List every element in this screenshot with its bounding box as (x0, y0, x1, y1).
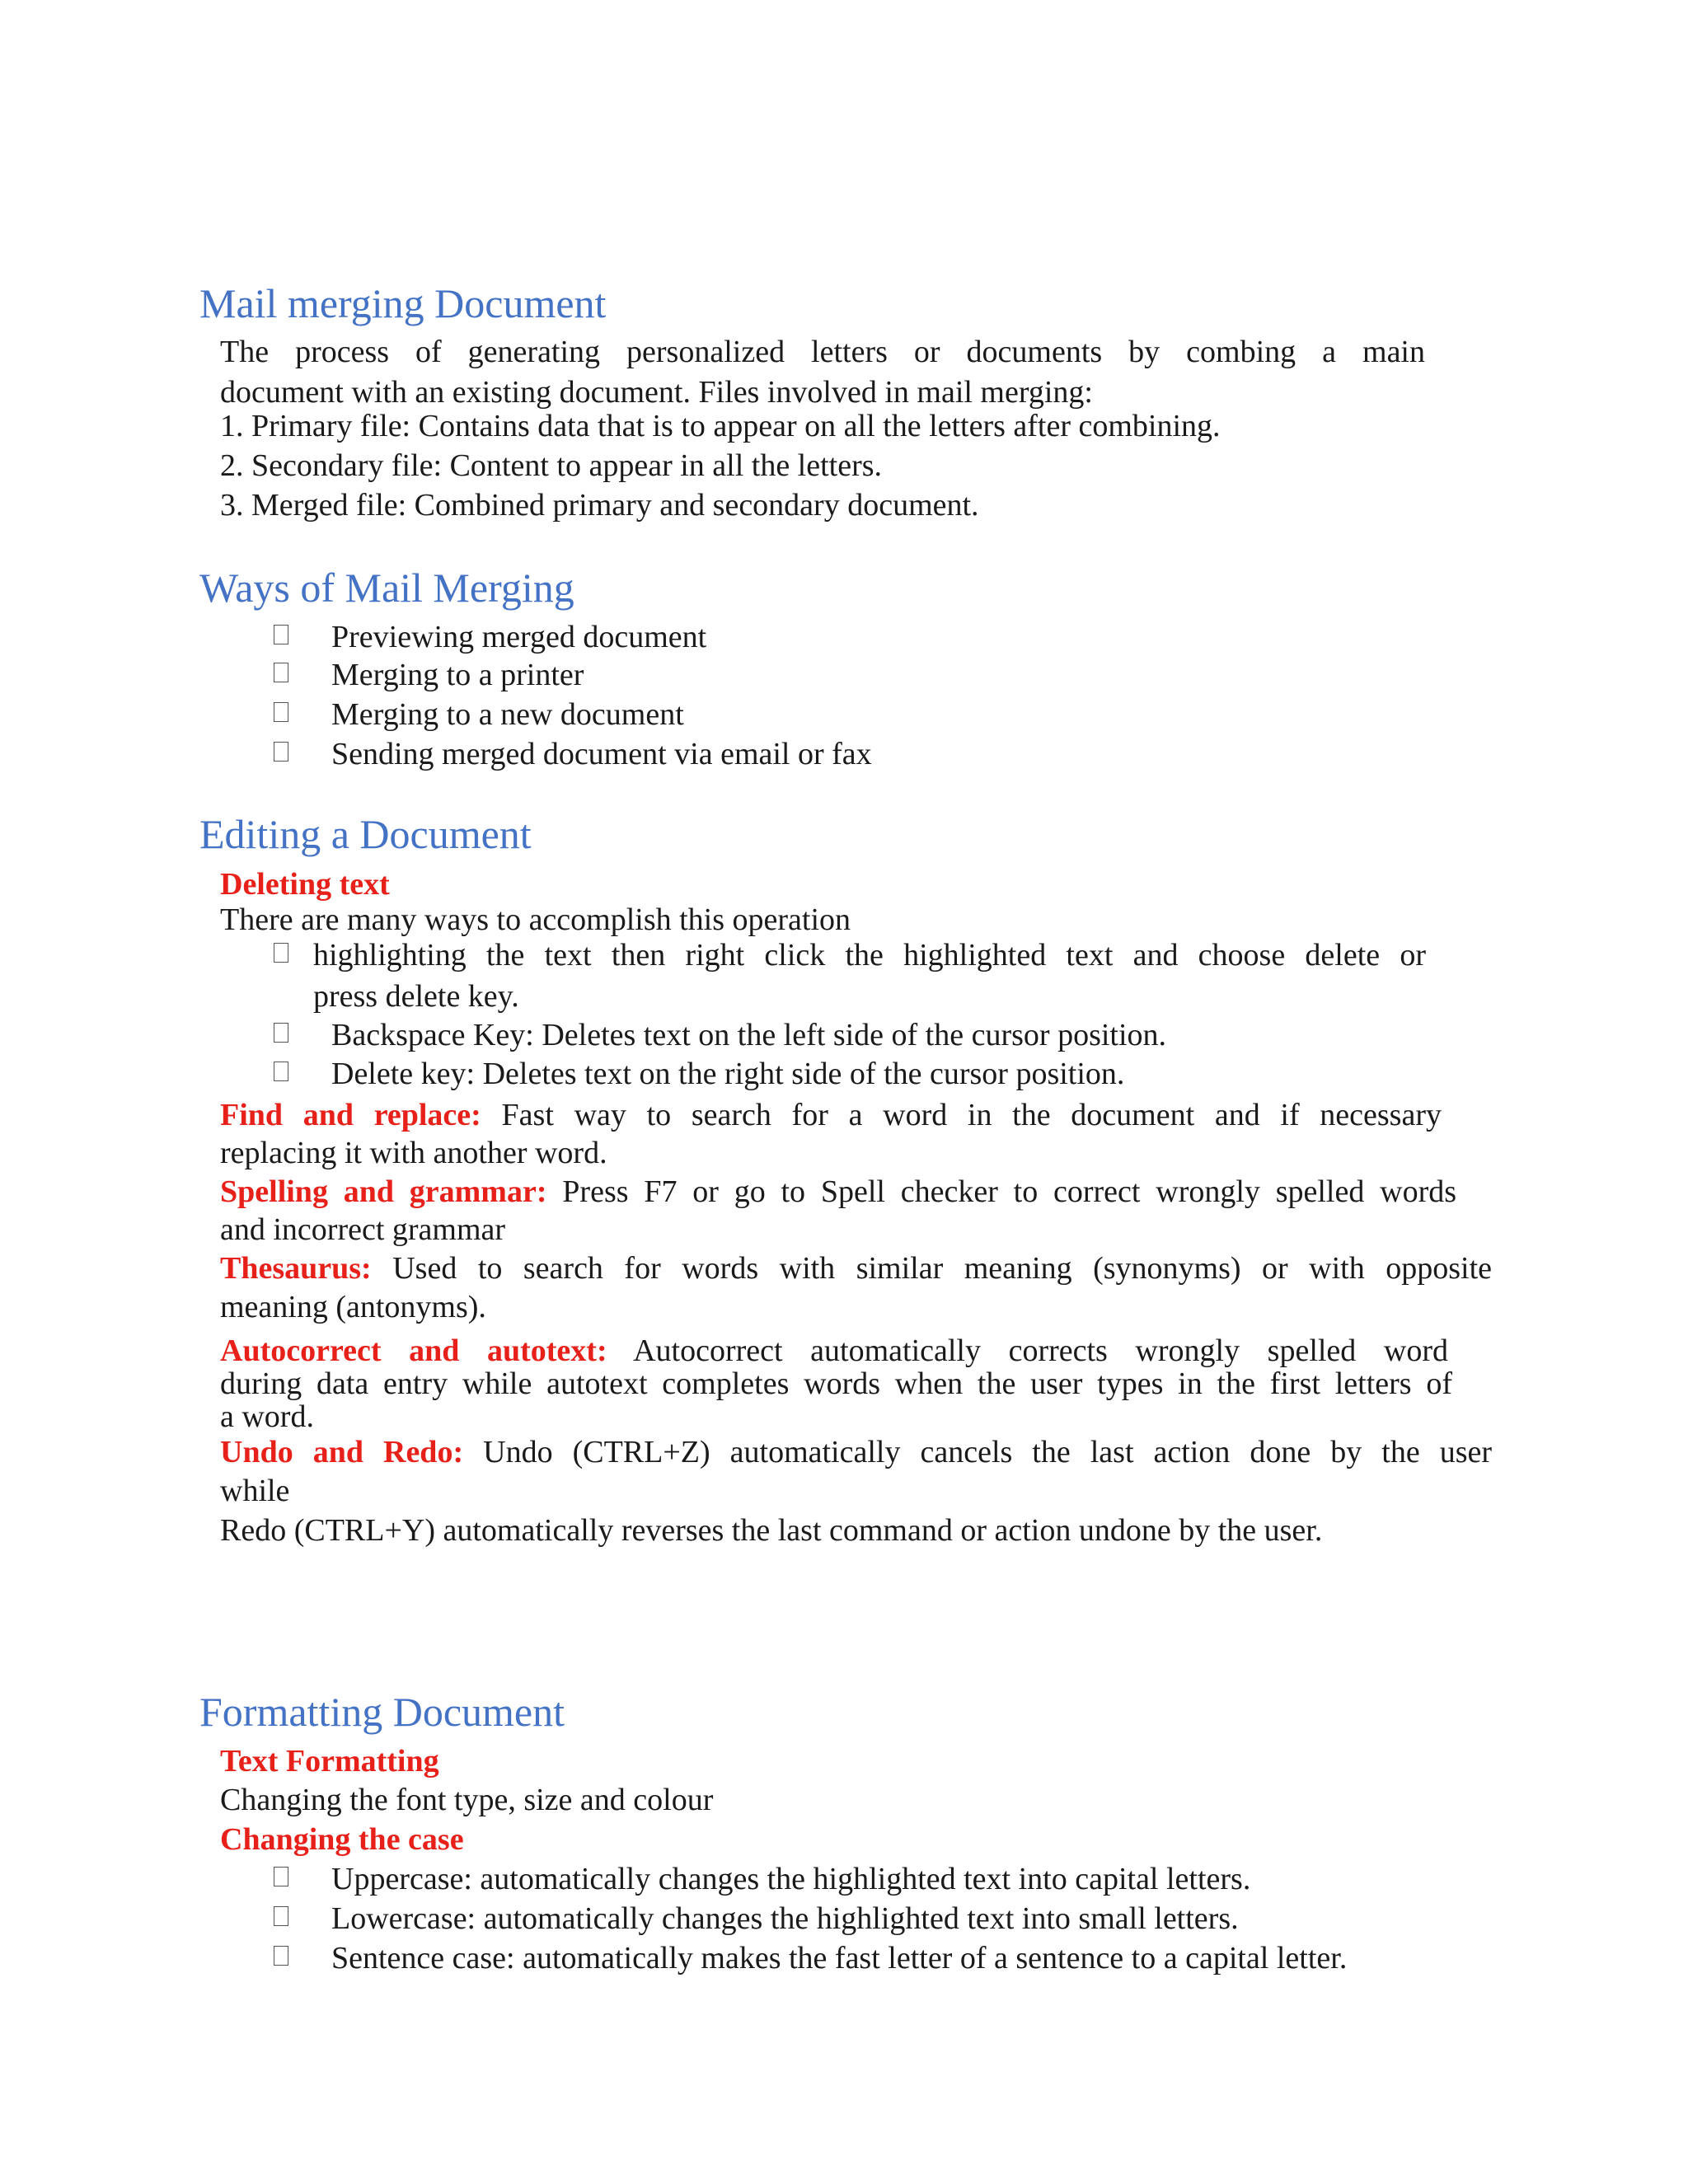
find-replace-text: Fast way to search for a word in the document and if necessary (501, 1098, 1442, 1132)
label-undo-redo: Undo and Redo: (220, 1435, 464, 1469)
autocorrect-line1 (220, 1335, 1448, 1366)
spelling-grammar-text: Press F7 or go to Spell checker to correct wrongly spelled words (562, 1174, 1457, 1209)
autocorrect-text: Autocorrect automatically corrects wrongly spelled word (633, 1333, 1448, 1368)
heading-ways-of-mail-merging: Ways of Mail Merging (199, 565, 574, 611)
mail-merging-intro-line2: document with an existing document. Files involved in mail merging: (220, 375, 1093, 410)
checkbox-bullet-icon (274, 663, 288, 682)
list-item-text: Sentence case: automatically makes the fast letter of a sentence to a capital letter. (331, 1941, 1348, 1975)
label-spelling-grammar: Spelling and grammar: (220, 1174, 547, 1209)
checkbox-bullet-icon (274, 1062, 288, 1081)
checkbox-bullet-icon (274, 1867, 288, 1886)
subheading-text-formatting: Text Formatting (220, 1744, 439, 1779)
list-item-text: Sending merged document via email or fax (331, 737, 872, 771)
spelling-grammar-line2: and incorrect grammar (220, 1212, 506, 1247)
deleting-intro: There are many ways to accomplish this operation (220, 902, 851, 937)
undo-redo-line3: Redo (CTRL+Y) automatically reverses the last command or action undone by the user. (220, 1513, 1323, 1548)
find-replace-line1 (220, 1099, 1442, 1131)
checkbox-bullet-icon (274, 943, 288, 963)
undo-redo-text: Undo (CTRL+Z) automatically cancels the last action done by the user (483, 1435, 1493, 1469)
list-item-text: Merging to a new document (331, 697, 684, 732)
list-item-text: Lowercase: automatically changes the highlighted text into small letters. (331, 1901, 1239, 1936)
heading-formatting-document: Formatting Document (199, 1689, 565, 1735)
find-replace-line2: replacing it with another word. (220, 1136, 607, 1170)
mail-merging-intro-line1: The process of generating personalized letters or documents by combing a main (220, 335, 1425, 369)
text-formatting-body: Changing the font type, size and colour (220, 1783, 714, 1817)
list-item-text: Merging to a printer (331, 658, 584, 692)
label-autocorrect-autotext: Autocorrect and autotext: (220, 1333, 607, 1368)
thesaurus-line1 (220, 1253, 1492, 1284)
checkbox-bullet-icon (274, 742, 288, 762)
delete-bullet1-line1: highlighting the text then right click the highlighted text and choose delete or (313, 938, 1426, 972)
delete-bullet1-line2: press delete key. (313, 979, 519, 1014)
checkbox-bullet-icon (274, 625, 288, 644)
checkbox-bullet-icon (274, 1946, 288, 1966)
heading-editing-document: Editing a Document (199, 811, 532, 857)
list-item-text: Delete key: Deletes text on the right side of the cursor position. (331, 1057, 1125, 1091)
label-find-replace: Find and replace: (220, 1098, 481, 1132)
list-item-text: Previewing merged document (331, 620, 707, 654)
checkbox-bullet-icon (274, 1023, 288, 1043)
autocorrect-line3: a word. (220, 1399, 314, 1434)
heading-mail-merging: Mail merging Document (199, 280, 607, 326)
subheading-changing-case: Changing the case (220, 1822, 464, 1857)
undo-redo-line1 (220, 1436, 1492, 1468)
thesaurus-line2: meaning (antonyms). (220, 1290, 486, 1324)
undo-redo-line2: while (220, 1474, 290, 1508)
thesaurus-text: Used to search for words with similar meaning (synonyms) or with opposite (392, 1251, 1493, 1286)
mail-merging-item: 3. Merged file: Combined primary and secondary document. (220, 488, 979, 523)
list-item-text: Backspace Key: Deletes text on the left side of the cursor position. (331, 1018, 1167, 1052)
mail-merging-item: 2. Secondary file: Content to appear in all the letters. (220, 448, 883, 483)
mail-merging-item: 1. Primary file: Contains data that is to appear on all the letters after combining. (220, 409, 1221, 443)
list-item-text: Uppercase: automatically changes the highlighted text into capital letters. (331, 1862, 1251, 1896)
checkbox-bullet-icon (274, 1906, 288, 1926)
spelling-grammar-line1 (220, 1176, 1456, 1207)
checkbox-bullet-icon (274, 702, 288, 722)
autocorrect-line2: during data entry while autotext completes words when the user types in the first letters of (220, 1366, 1452, 1401)
subheading-deleting-text: Deleting text (220, 867, 390, 902)
label-thesaurus: Thesaurus: (220, 1251, 372, 1286)
